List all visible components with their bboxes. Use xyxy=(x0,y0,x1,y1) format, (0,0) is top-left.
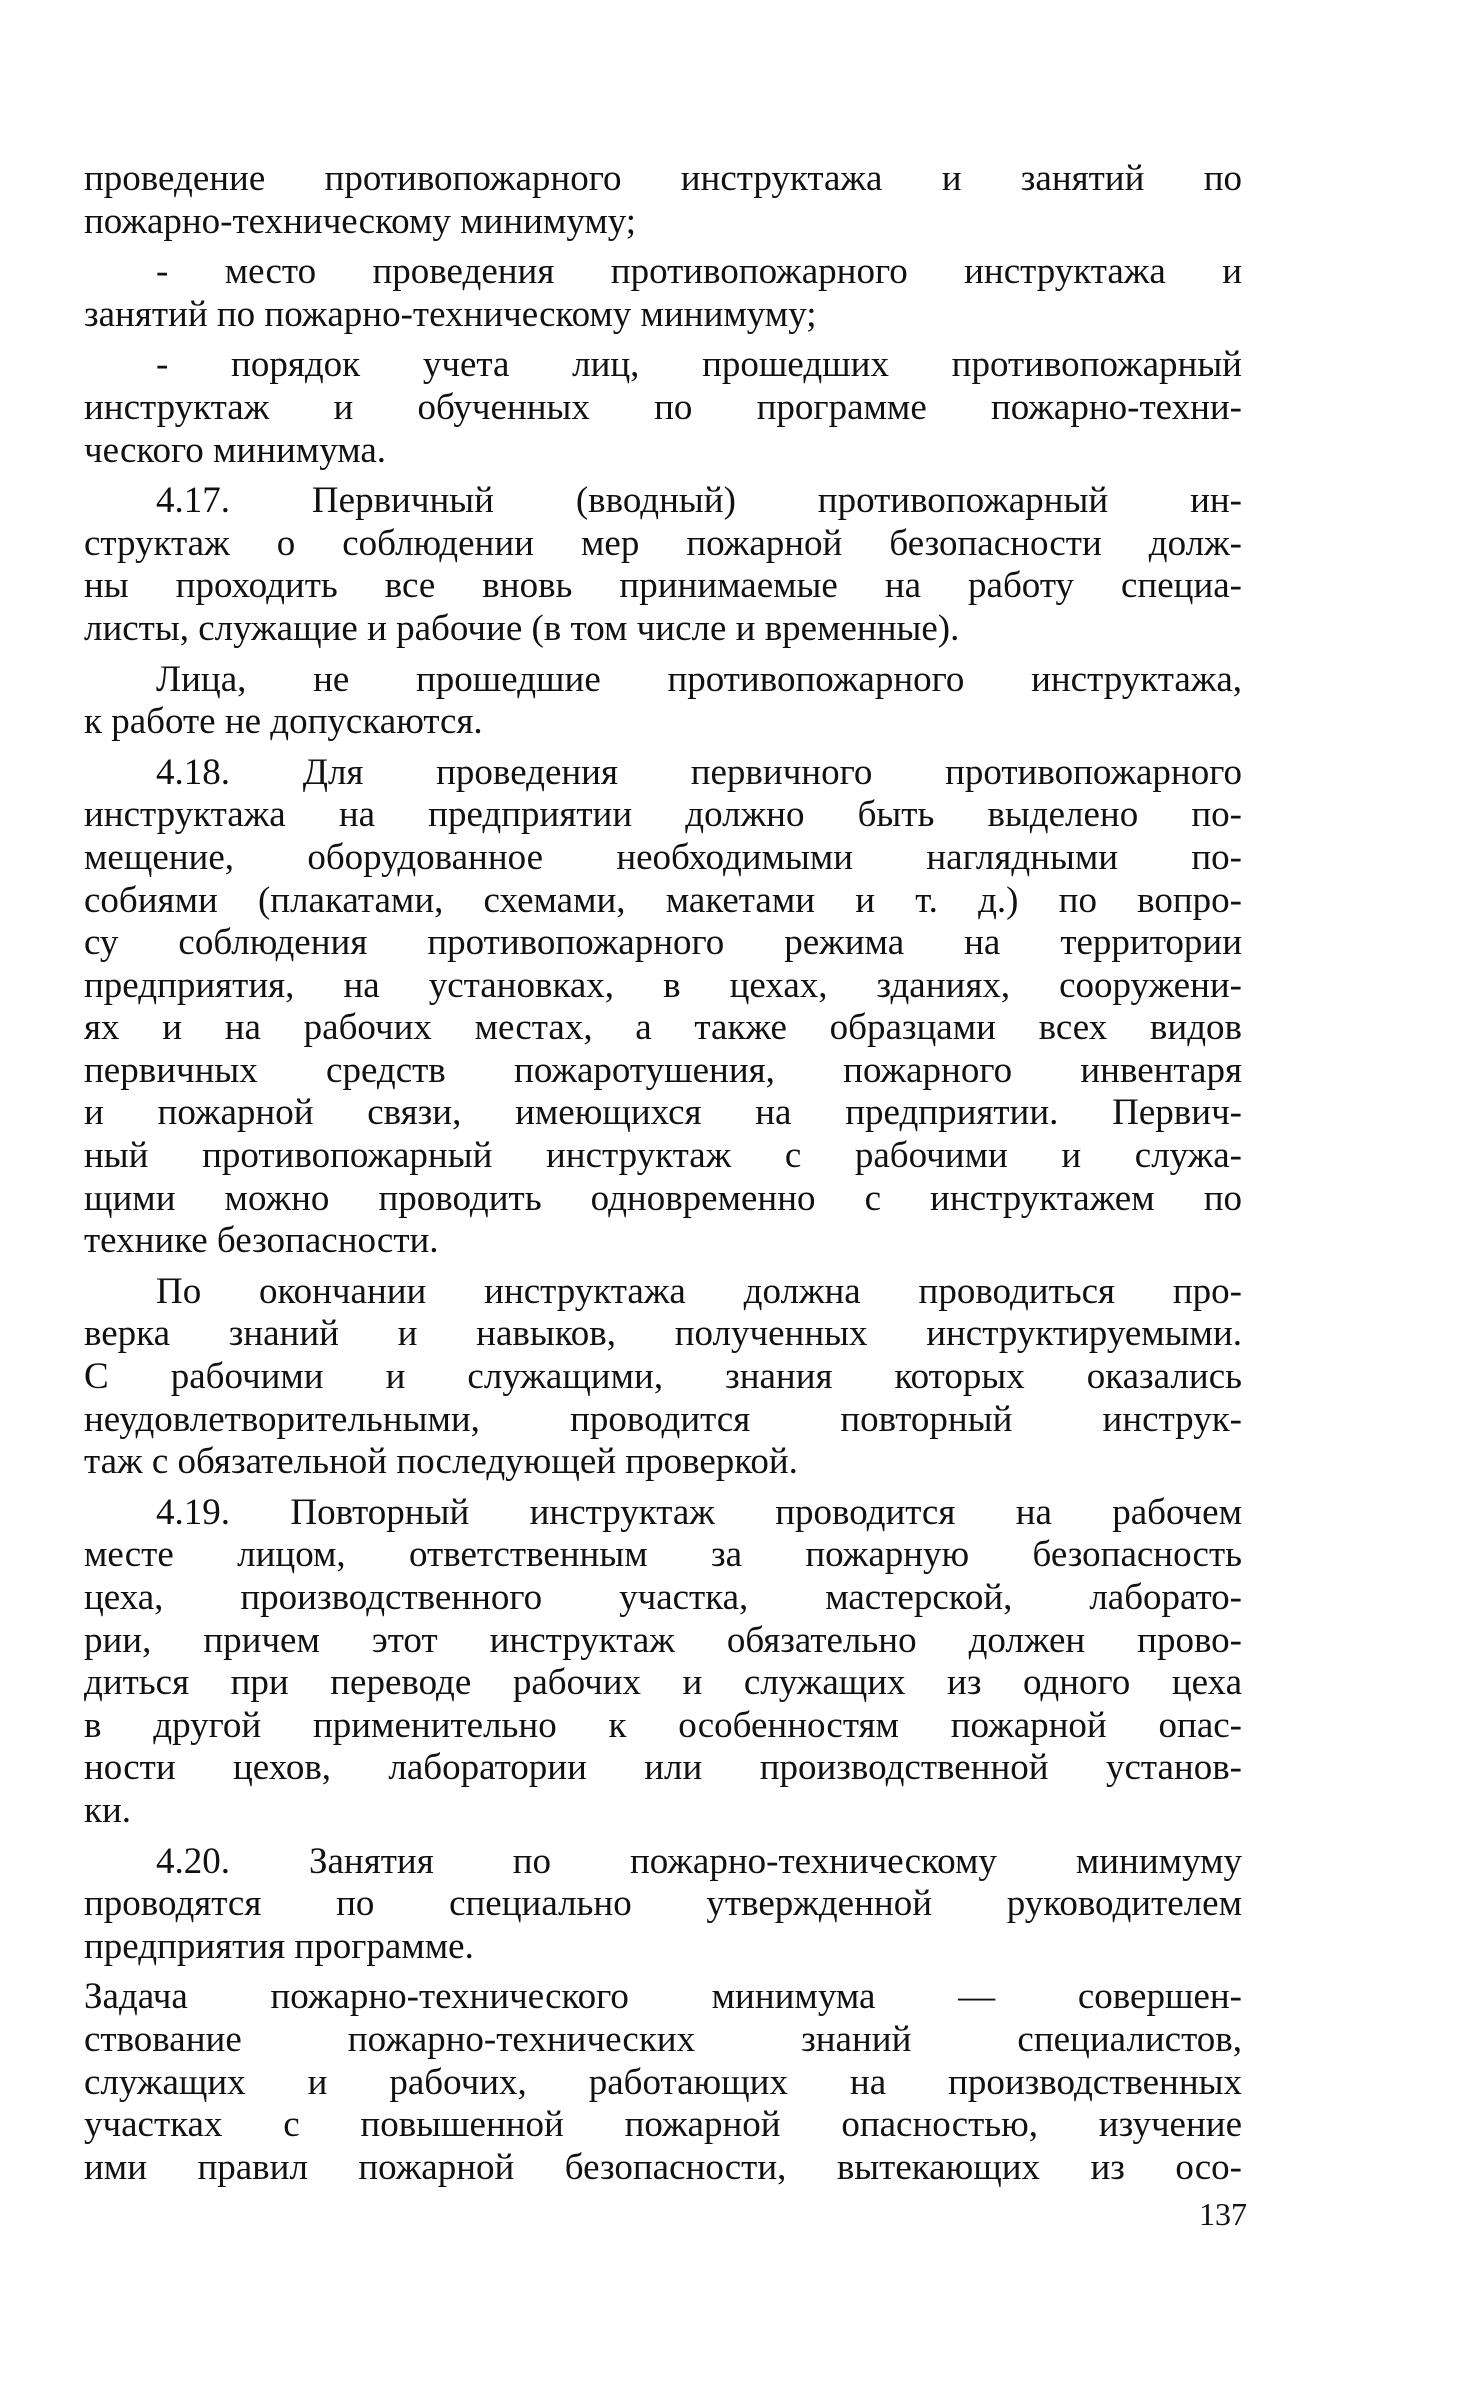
text-line: ности цехов, лаборатории или производственной установ- xyxy=(84,1747,1242,1789)
text-line: ный противопожарный инструктаж с рабочими и служа- xyxy=(84,1135,1242,1177)
text-line: служащих и рабочих, работающих на производственных xyxy=(84,2061,1242,2103)
text-line: - место проведения противопожарного инструктажа и xyxy=(156,251,1242,293)
text-line: проведение противопожарного инструктажа и занятий по xyxy=(84,158,1242,199)
para-place xyxy=(84,251,1242,336)
text-line: 4.20. Занятия по пожарно-техническому минимуму xyxy=(156,1840,1242,1882)
para-not-admitted xyxy=(84,659,1242,744)
text-line: первичных средств пожаротушения, пожарного инвентаря xyxy=(84,1049,1242,1091)
para-4-20 xyxy=(84,1841,1242,1969)
para-4-18 xyxy=(84,752,1242,1263)
para-knowledge-check xyxy=(84,1271,1242,1484)
text-line: ки. xyxy=(84,1789,132,1831)
text-line: 4.17. Первичный (вводный) противопожарный ин- xyxy=(156,480,1242,522)
text-line: диться при переводе рабочих и служащих из одного цеха xyxy=(84,1662,1242,1704)
para-4-19 xyxy=(84,1492,1242,1833)
text-line: цеха, производственного участка, мастерской, лаборато- xyxy=(84,1577,1242,1618)
text-line: неудовлетворительными, проводится повторный инструк- xyxy=(84,1398,1242,1440)
text-line: технике безопасности. xyxy=(84,1220,439,1262)
text-line: ствование пожарно-технических знаний специалистов, xyxy=(84,2018,1242,2060)
para-continuation xyxy=(84,158,1242,243)
text-line: инструктаж и обученных по программе пожарно-техни- xyxy=(84,386,1242,428)
text-line: ческого минимума. xyxy=(84,429,387,471)
text-line: 4.19. Повторный инструктаж проводится на рабочем xyxy=(156,1491,1242,1533)
para-task xyxy=(84,1976,1242,2189)
text-line: Лица, не прошедшие противопожарного инструктажа, xyxy=(156,658,1242,700)
text-line: щими можно проводить одновременно с инструктажем по xyxy=(84,1177,1242,1219)
body-text xyxy=(84,158,1242,2189)
text-line: структаж о соблюдении мер пожарной безопасности долж- xyxy=(84,522,1242,564)
text-line: рии, причем этот инструктаж обязательно должен прово- xyxy=(84,1619,1242,1661)
text-line: и пожарной связи, имеющихся на предприятии. Первич- xyxy=(84,1092,1242,1134)
text-line: ны проходить все вновь принимаемые на работу специа- xyxy=(84,565,1242,607)
text-line: С рабочими и служащими, знания которых оказались xyxy=(84,1356,1242,1398)
text-line: ими правил пожарной безопасности, вытекающих из осо- xyxy=(84,2146,1242,2188)
para-4-17 xyxy=(84,480,1242,650)
text-line: верка знаний и навыков, полученных инструктируемыми. xyxy=(84,1313,1242,1355)
text-line: По окончании инструктажа должна проводиться про- xyxy=(156,1270,1242,1312)
para-order xyxy=(84,344,1242,472)
text-line: 4.18. Для проведения первичного противопожарного xyxy=(156,751,1242,793)
page-number: 137 xyxy=(1199,2196,1247,2232)
text-line: участках с повышенной пожарной опасностью, изучение xyxy=(84,2104,1242,2146)
text-line: - порядок учета лиц, прошедших противопожарный xyxy=(156,344,1242,386)
text-line: собиями (плакатами, схемами, макетами и т. д.) по вопро- xyxy=(84,879,1242,921)
text-line: ях и на рабочих местах, а также образцами всех видов xyxy=(84,1007,1242,1049)
text-line: месте лицом, ответственным за пожарную безопасность xyxy=(84,1534,1242,1576)
text-line: су соблюдения противопожарного режима на территории xyxy=(84,922,1242,964)
text-line: в другой применительно к особенностям пожарной опас- xyxy=(84,1704,1242,1746)
text-line: занятий по пожарно-техническому минимуму; xyxy=(84,293,817,335)
text-line: листы, служащие и рабочие (в том числе и временные). xyxy=(84,607,960,649)
text-line: к работе не допускаются. xyxy=(84,701,483,743)
text-line: предприятия, на установках, в цехах, зданиях, сооружени- xyxy=(84,964,1242,1006)
text-line: пожарно-техническому минимуму; xyxy=(84,200,637,242)
text-line: таж с обязательной последующей проверкой. xyxy=(84,1441,798,1483)
text-line: проводятся по специально утвержденной руководителем xyxy=(84,1883,1242,1925)
text-line: Задача пожарно-технического минимума — совершен- xyxy=(84,1976,1242,2018)
text-line: предприятия программе. xyxy=(84,1925,474,1967)
text-line: инструктажа на предприятии должно быть выделено по- xyxy=(84,794,1242,836)
text-line: мещение, оборудованное необходимыми наглядными по- xyxy=(84,836,1242,878)
